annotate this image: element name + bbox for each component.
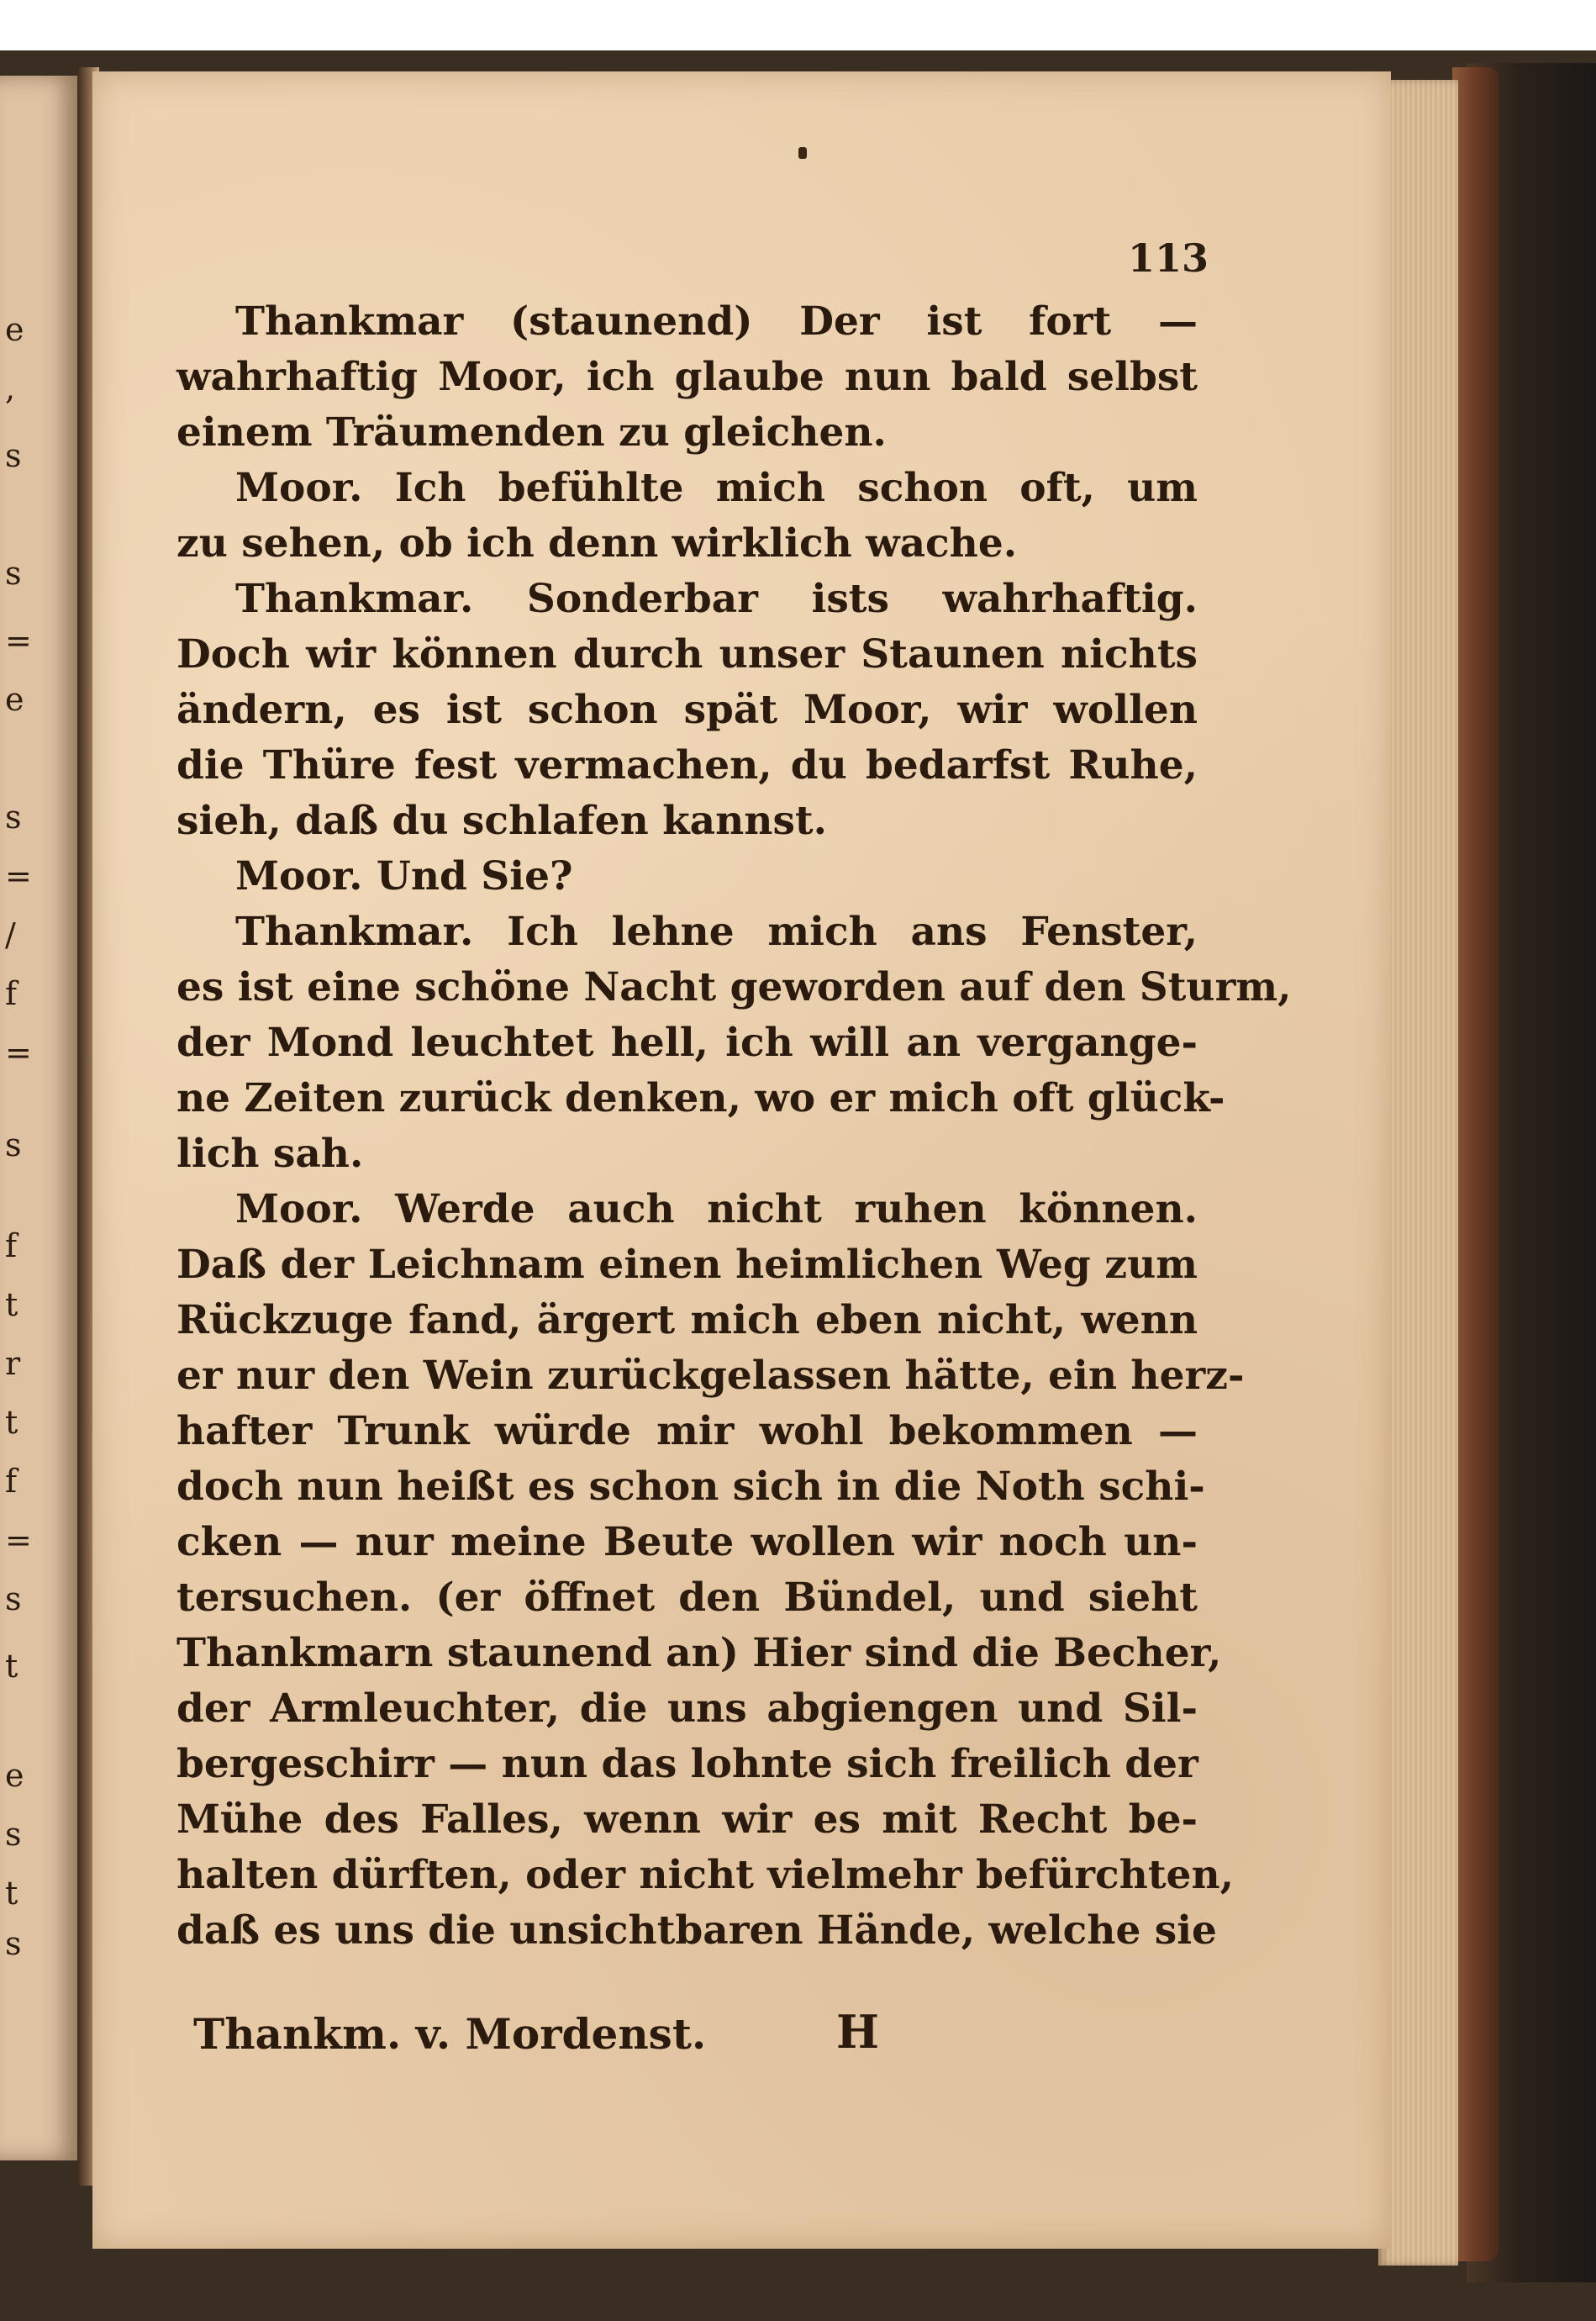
left-page-fragment bbox=[0, 76, 80, 2160]
book-page bbox=[92, 71, 1391, 2249]
left-page-char: s bbox=[5, 437, 22, 474]
text-line: Moor. Und Sie? bbox=[235, 853, 573, 899]
left-page-char: = bbox=[5, 622, 32, 659]
text-line: tersuchen. (er öffnet den Bündel, und sieht bbox=[176, 1575, 1198, 1621]
book-cover-edge bbox=[1452, 67, 1499, 2261]
left-page-char: r bbox=[5, 1345, 21, 1382]
text-line: doch nun heißt es schon sich in die Noth schi- bbox=[176, 1464, 1205, 1510]
text-line: daß es uns die unsichtbaren Hände, welche sie bbox=[176, 1907, 1217, 1954]
left-page-char: s bbox=[5, 799, 22, 836]
text-line: Mühe des Falles, wenn wir es mit Recht be- bbox=[176, 1796, 1198, 1843]
text-line: Thankmar. Ich lehne mich ans Fenster, bbox=[235, 909, 1198, 955]
text-line: Rückzuge fand, ärgert mich eben nicht, wenn bbox=[176, 1297, 1198, 1343]
page-number: 113 bbox=[1128, 235, 1209, 281]
text-line: Doch wir können durch unser Staunen nichts bbox=[176, 631, 1198, 678]
left-page-char: , bbox=[5, 370, 16, 407]
left-page-char: s bbox=[5, 555, 22, 592]
text-line: lich sah. bbox=[176, 1131, 364, 1177]
text-line: Thankmar (staunend) Der ist fort — bbox=[235, 298, 1198, 345]
text-line: die Thüre fest vermachen, du bedarfst Ruhe, bbox=[176, 742, 1198, 789]
text-line: er nur den Wein zurückgelassen hätte, ein herz- bbox=[176, 1353, 1245, 1399]
text-line: ändern, es ist schon spät Moor, wir wollen bbox=[176, 687, 1198, 733]
text-line: cken — nur meine Beute wollen wir noch un- bbox=[176, 1519, 1198, 1565]
left-page-char: = bbox=[5, 857, 32, 894]
text-line: einem Träumenden zu gleichen. bbox=[176, 409, 887, 456]
signature-line: Thankm. v. Mordenst. bbox=[193, 2009, 707, 2059]
signature-letter: H bbox=[836, 2005, 880, 2059]
left-page-char: f bbox=[5, 1463, 18, 1500]
text-line: der Mond leuchtet hell, ich will an vergange- bbox=[176, 1020, 1198, 1066]
left-page-char: = bbox=[5, 1522, 32, 1559]
left-page-char: t bbox=[5, 1875, 18, 1912]
text-line: wahrhaftig Moor, ich glaube nun bald selbst bbox=[176, 354, 1198, 400]
left-page-char: f bbox=[5, 1227, 18, 1264]
text-line: halten dürften, oder nicht vielmehr befürchten, bbox=[176, 1852, 1234, 1898]
left-page-char: t bbox=[5, 1404, 18, 1441]
text-line: es ist eine schöne Nacht geworden auf den Sturm, bbox=[176, 964, 1292, 1010]
left-page-char: s bbox=[5, 1126, 22, 1163]
left-page-char: e bbox=[5, 681, 24, 718]
left-page-char: f bbox=[5, 975, 18, 1012]
text-line: zu sehen, ob ich denn wirklich wache. bbox=[176, 520, 1018, 567]
left-page-char: / bbox=[5, 916, 16, 953]
text-line: bergeschirr — nun das lohnte sich freilich der bbox=[176, 1741, 1198, 1787]
text-line: Moor. Ich befühlte mich schon oft, um bbox=[235, 465, 1198, 511]
left-page-char: e bbox=[5, 311, 24, 348]
left-page-char: t bbox=[5, 1286, 18, 1323]
left-page-char: = bbox=[5, 1034, 32, 1071]
left-page-char: e bbox=[5, 1757, 24, 1794]
text-line: Thankmar. Sonderbar ists wahrhaftig. bbox=[235, 576, 1198, 622]
text-line: Thankmarn staunend an) Hier sind die Becher, bbox=[176, 1630, 1222, 1676]
left-page-char: s bbox=[5, 1925, 22, 1962]
page-text bbox=[92, 71, 1391, 2249]
left-page-char: s bbox=[5, 1816, 22, 1853]
text-line: sieh, daß du schlafen kannst. bbox=[176, 798, 828, 844]
text-line: Daß der Leichnam einen heimlichen Weg zum bbox=[176, 1242, 1198, 1288]
left-page-char: s bbox=[5, 1580, 22, 1617]
text-line: Moor. Werde auch nicht ruhen können. bbox=[235, 1186, 1198, 1232]
text-line: ne Zeiten zurück denken, wo er mich oft glück- bbox=[176, 1075, 1225, 1121]
left-page-char: t bbox=[5, 1648, 18, 1685]
text-line: der Armleuchter, die uns abgiengen und Sil- bbox=[176, 1685, 1198, 1732]
text-line: hafter Trunk würde mir wohl bekommen — bbox=[176, 1408, 1198, 1454]
